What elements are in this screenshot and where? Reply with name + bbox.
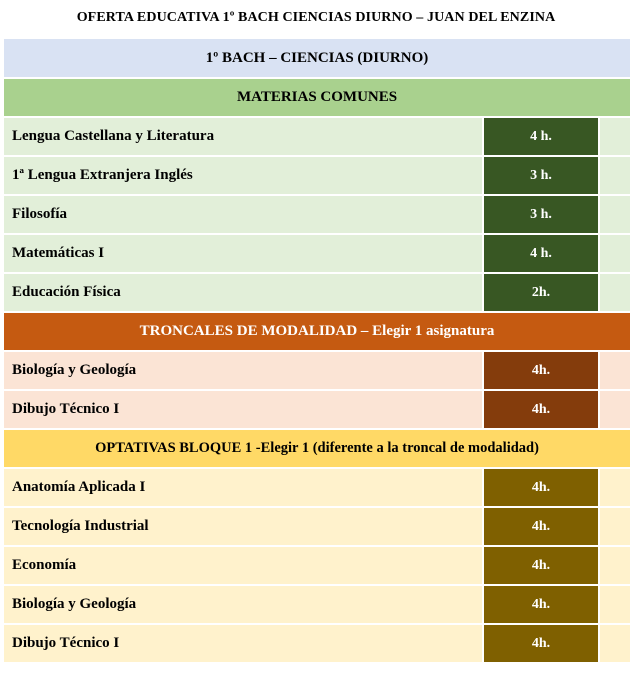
row-spacer xyxy=(599,468,631,507)
subject-hours: 3 h. xyxy=(483,195,599,234)
subject-hours: 2h. xyxy=(483,273,599,312)
subject-name: Tecnología Industrial xyxy=(3,507,483,546)
subjects-table xyxy=(2,37,632,664)
subject-name: Educación Física xyxy=(3,273,483,312)
section-heading-comunes: MATERIAS COMUNES xyxy=(3,78,631,117)
subject-hours: 4 h. xyxy=(483,117,599,156)
table-row xyxy=(3,546,631,585)
table-row xyxy=(3,156,631,195)
subject-hours: 4h. xyxy=(483,624,599,663)
subject-hours: 4h. xyxy=(483,507,599,546)
table-row xyxy=(3,117,631,156)
row-spacer xyxy=(599,585,631,624)
row-spacer xyxy=(599,624,631,663)
subject-name: Lengua Castellana y Literatura xyxy=(3,117,483,156)
table-row xyxy=(3,468,631,507)
row-spacer xyxy=(599,273,631,312)
row-spacer xyxy=(599,351,631,390)
subject-hours: 4h. xyxy=(483,585,599,624)
subject-name: Dibujo Técnico I xyxy=(3,624,483,663)
row-spacer xyxy=(599,117,631,156)
subject-hours: 4h. xyxy=(483,546,599,585)
table-row xyxy=(3,273,631,312)
row-spacer xyxy=(599,234,631,273)
subject-name: Economía xyxy=(3,546,483,585)
table-row xyxy=(3,351,631,390)
table-heading: 1º BACH – CIENCIAS (DIURNO) xyxy=(3,38,631,78)
subject-name: Anatomía Aplicada I xyxy=(3,468,483,507)
row-spacer xyxy=(599,195,631,234)
subject-name: 1ª Lengua Extranjera Inglés xyxy=(3,156,483,195)
subject-name: Matemáticas I xyxy=(3,234,483,273)
table-row xyxy=(3,390,631,429)
table-row xyxy=(3,234,631,273)
row-spacer xyxy=(599,390,631,429)
row-spacer xyxy=(599,156,631,195)
subject-hours: 4h. xyxy=(483,351,599,390)
section-heading-optativas: OPTATIVAS BLOQUE 1 -Elegir 1 (diferente a la troncal de modalidad) xyxy=(3,429,631,468)
table-row xyxy=(3,624,631,663)
subject-hours: 3 h. xyxy=(483,156,599,195)
document-title: OFERTA EDUCATIVA 1º BACH CIENCIAS DIURNO – JUAN DEL ENZINA xyxy=(76,10,556,25)
subject-hours: 4h. xyxy=(483,468,599,507)
row-spacer xyxy=(599,507,631,546)
subject-hours: 4h. xyxy=(483,390,599,429)
table-row xyxy=(3,507,631,546)
subject-name: Biología y Geología xyxy=(3,585,483,624)
table-row xyxy=(3,195,631,234)
subject-name: Dibujo Técnico I xyxy=(3,390,483,429)
subject-hours: 4 h. xyxy=(483,234,599,273)
subject-name: Biología y Geología xyxy=(3,351,483,390)
subject-name: Filosofía xyxy=(3,195,483,234)
row-spacer xyxy=(599,546,631,585)
table-row xyxy=(3,585,631,624)
section-heading-troncales: TRONCALES DE MODALIDAD – Elegir 1 asignatura xyxy=(3,312,631,351)
